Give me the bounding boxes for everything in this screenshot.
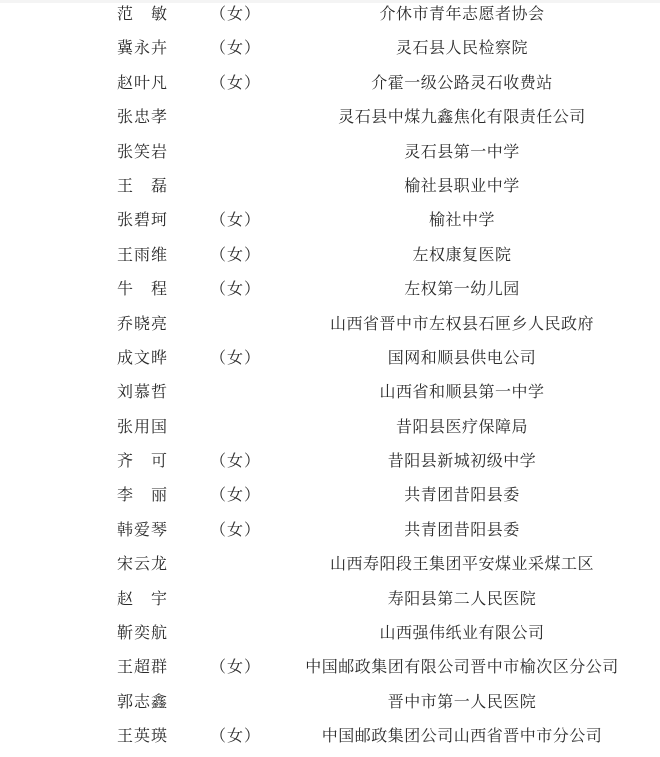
organization-name: 灵石县第一中学 bbox=[404, 141, 520, 161]
organization-name: 灵石县人民检察院 bbox=[395, 38, 528, 58]
organization-name: 共青团昔阳县委 bbox=[404, 485, 520, 505]
list-item bbox=[0, 413, 660, 447]
list-item bbox=[0, 550, 660, 584]
gender-note: （女） bbox=[210, 279, 262, 299]
list-item bbox=[0, 481, 660, 515]
list-item bbox=[0, 619, 660, 653]
list-item bbox=[0, 447, 660, 481]
person-name: 王 磊 bbox=[117, 175, 169, 195]
person-name: 王英瑛 bbox=[117, 726, 169, 746]
person-name: 宋云龙 bbox=[117, 554, 169, 574]
gender-note: （女） bbox=[210, 244, 262, 264]
person-name: 靳奕航 bbox=[117, 623, 169, 643]
person-name: 张用国 bbox=[117, 416, 169, 436]
gender-note: （女） bbox=[210, 347, 262, 367]
gender-note: （女） bbox=[210, 657, 262, 677]
organization-name: 山西强伟纸业有限公司 bbox=[379, 623, 545, 643]
gender-note: （女） bbox=[210, 726, 262, 746]
organization-name: 晋中市第一人民医院 bbox=[387, 691, 537, 711]
organization-name: 中国邮政集团有限公司晋中市榆次区分公司 bbox=[305, 657, 619, 677]
person-name: 张碧珂 bbox=[117, 210, 169, 230]
list-item bbox=[0, 516, 660, 550]
organization-name: 国网和顺县供电公司 bbox=[387, 347, 537, 367]
gender-note: （女） bbox=[210, 72, 262, 92]
list-item bbox=[0, 344, 660, 378]
person-name: 赵 宇 bbox=[117, 588, 169, 608]
organization-name: 山西寿阳段王集团平安煤业采煤工区 bbox=[329, 554, 594, 574]
organization-name: 山西省晋中市左权县石匣乡人民政府 bbox=[329, 313, 594, 333]
organization-name: 中国邮政集团公司山西省晋中市分公司 bbox=[321, 726, 603, 746]
list-item bbox=[0, 241, 660, 275]
organization-name: 介休市青年志愿者协会 bbox=[379, 4, 545, 23]
person-name: 王超群 bbox=[117, 657, 169, 677]
person-name: 张笑岩 bbox=[117, 141, 169, 161]
organization-name: 共青团昔阳县委 bbox=[404, 519, 520, 539]
list-item bbox=[0, 138, 660, 172]
person-name: 赵叶凡 bbox=[117, 72, 169, 92]
person-name: 冀永卉 bbox=[117, 38, 169, 58]
organization-name: 寿阳县第二人民医院 bbox=[387, 588, 537, 608]
organization-name: 昔阳县新城初级中学 bbox=[387, 451, 537, 471]
person-name: 范 敏 bbox=[117, 4, 169, 23]
organization-name: 榆社中学 bbox=[428, 210, 495, 230]
organization-name: 介霍一级公路灵石收费站 bbox=[371, 72, 553, 92]
person-name: 乔晓亮 bbox=[117, 313, 169, 333]
organization-name: 昔阳县医疗保障局 bbox=[395, 416, 528, 436]
list-item bbox=[0, 653, 660, 687]
list-item bbox=[0, 275, 660, 309]
person-name: 张忠孝 bbox=[117, 107, 169, 127]
person-name: 刘慕哲 bbox=[117, 382, 169, 402]
gender-note: （女） bbox=[210, 519, 262, 539]
organization-name: 榆社县职业中学 bbox=[404, 175, 520, 195]
list-item bbox=[0, 585, 660, 619]
person-name: 郭志鑫 bbox=[117, 691, 169, 711]
person-name: 齐 可 bbox=[117, 451, 169, 471]
gender-note: （女） bbox=[210, 210, 262, 230]
person-name: 王雨维 bbox=[117, 244, 169, 264]
list-item bbox=[0, 103, 660, 137]
person-name: 牛 程 bbox=[117, 279, 169, 299]
list-item bbox=[0, 206, 660, 240]
list-item bbox=[0, 0, 660, 34]
list-item bbox=[0, 172, 660, 206]
list-item bbox=[0, 688, 660, 722]
list-item bbox=[0, 34, 660, 68]
gender-note: （女） bbox=[210, 4, 262, 23]
list-item bbox=[0, 310, 660, 344]
person-name: 成文晔 bbox=[117, 347, 169, 367]
list-item bbox=[0, 722, 660, 756]
organization-name: 灵石县中煤九鑫焦化有限责任公司 bbox=[338, 107, 586, 127]
organization-name: 左权第一幼儿园 bbox=[404, 279, 520, 299]
person-name: 李 丽 bbox=[117, 485, 169, 505]
gender-note: （女） bbox=[210, 451, 262, 471]
organization-name: 左权康复医院 bbox=[412, 244, 512, 264]
list-item bbox=[0, 378, 660, 412]
person-name: 韩爱琴 bbox=[117, 519, 169, 539]
gender-note: （女） bbox=[210, 38, 262, 58]
list-item bbox=[0, 69, 660, 103]
gender-note: （女） bbox=[210, 485, 262, 505]
organization-name: 山西省和顺县第一中学 bbox=[379, 382, 545, 402]
